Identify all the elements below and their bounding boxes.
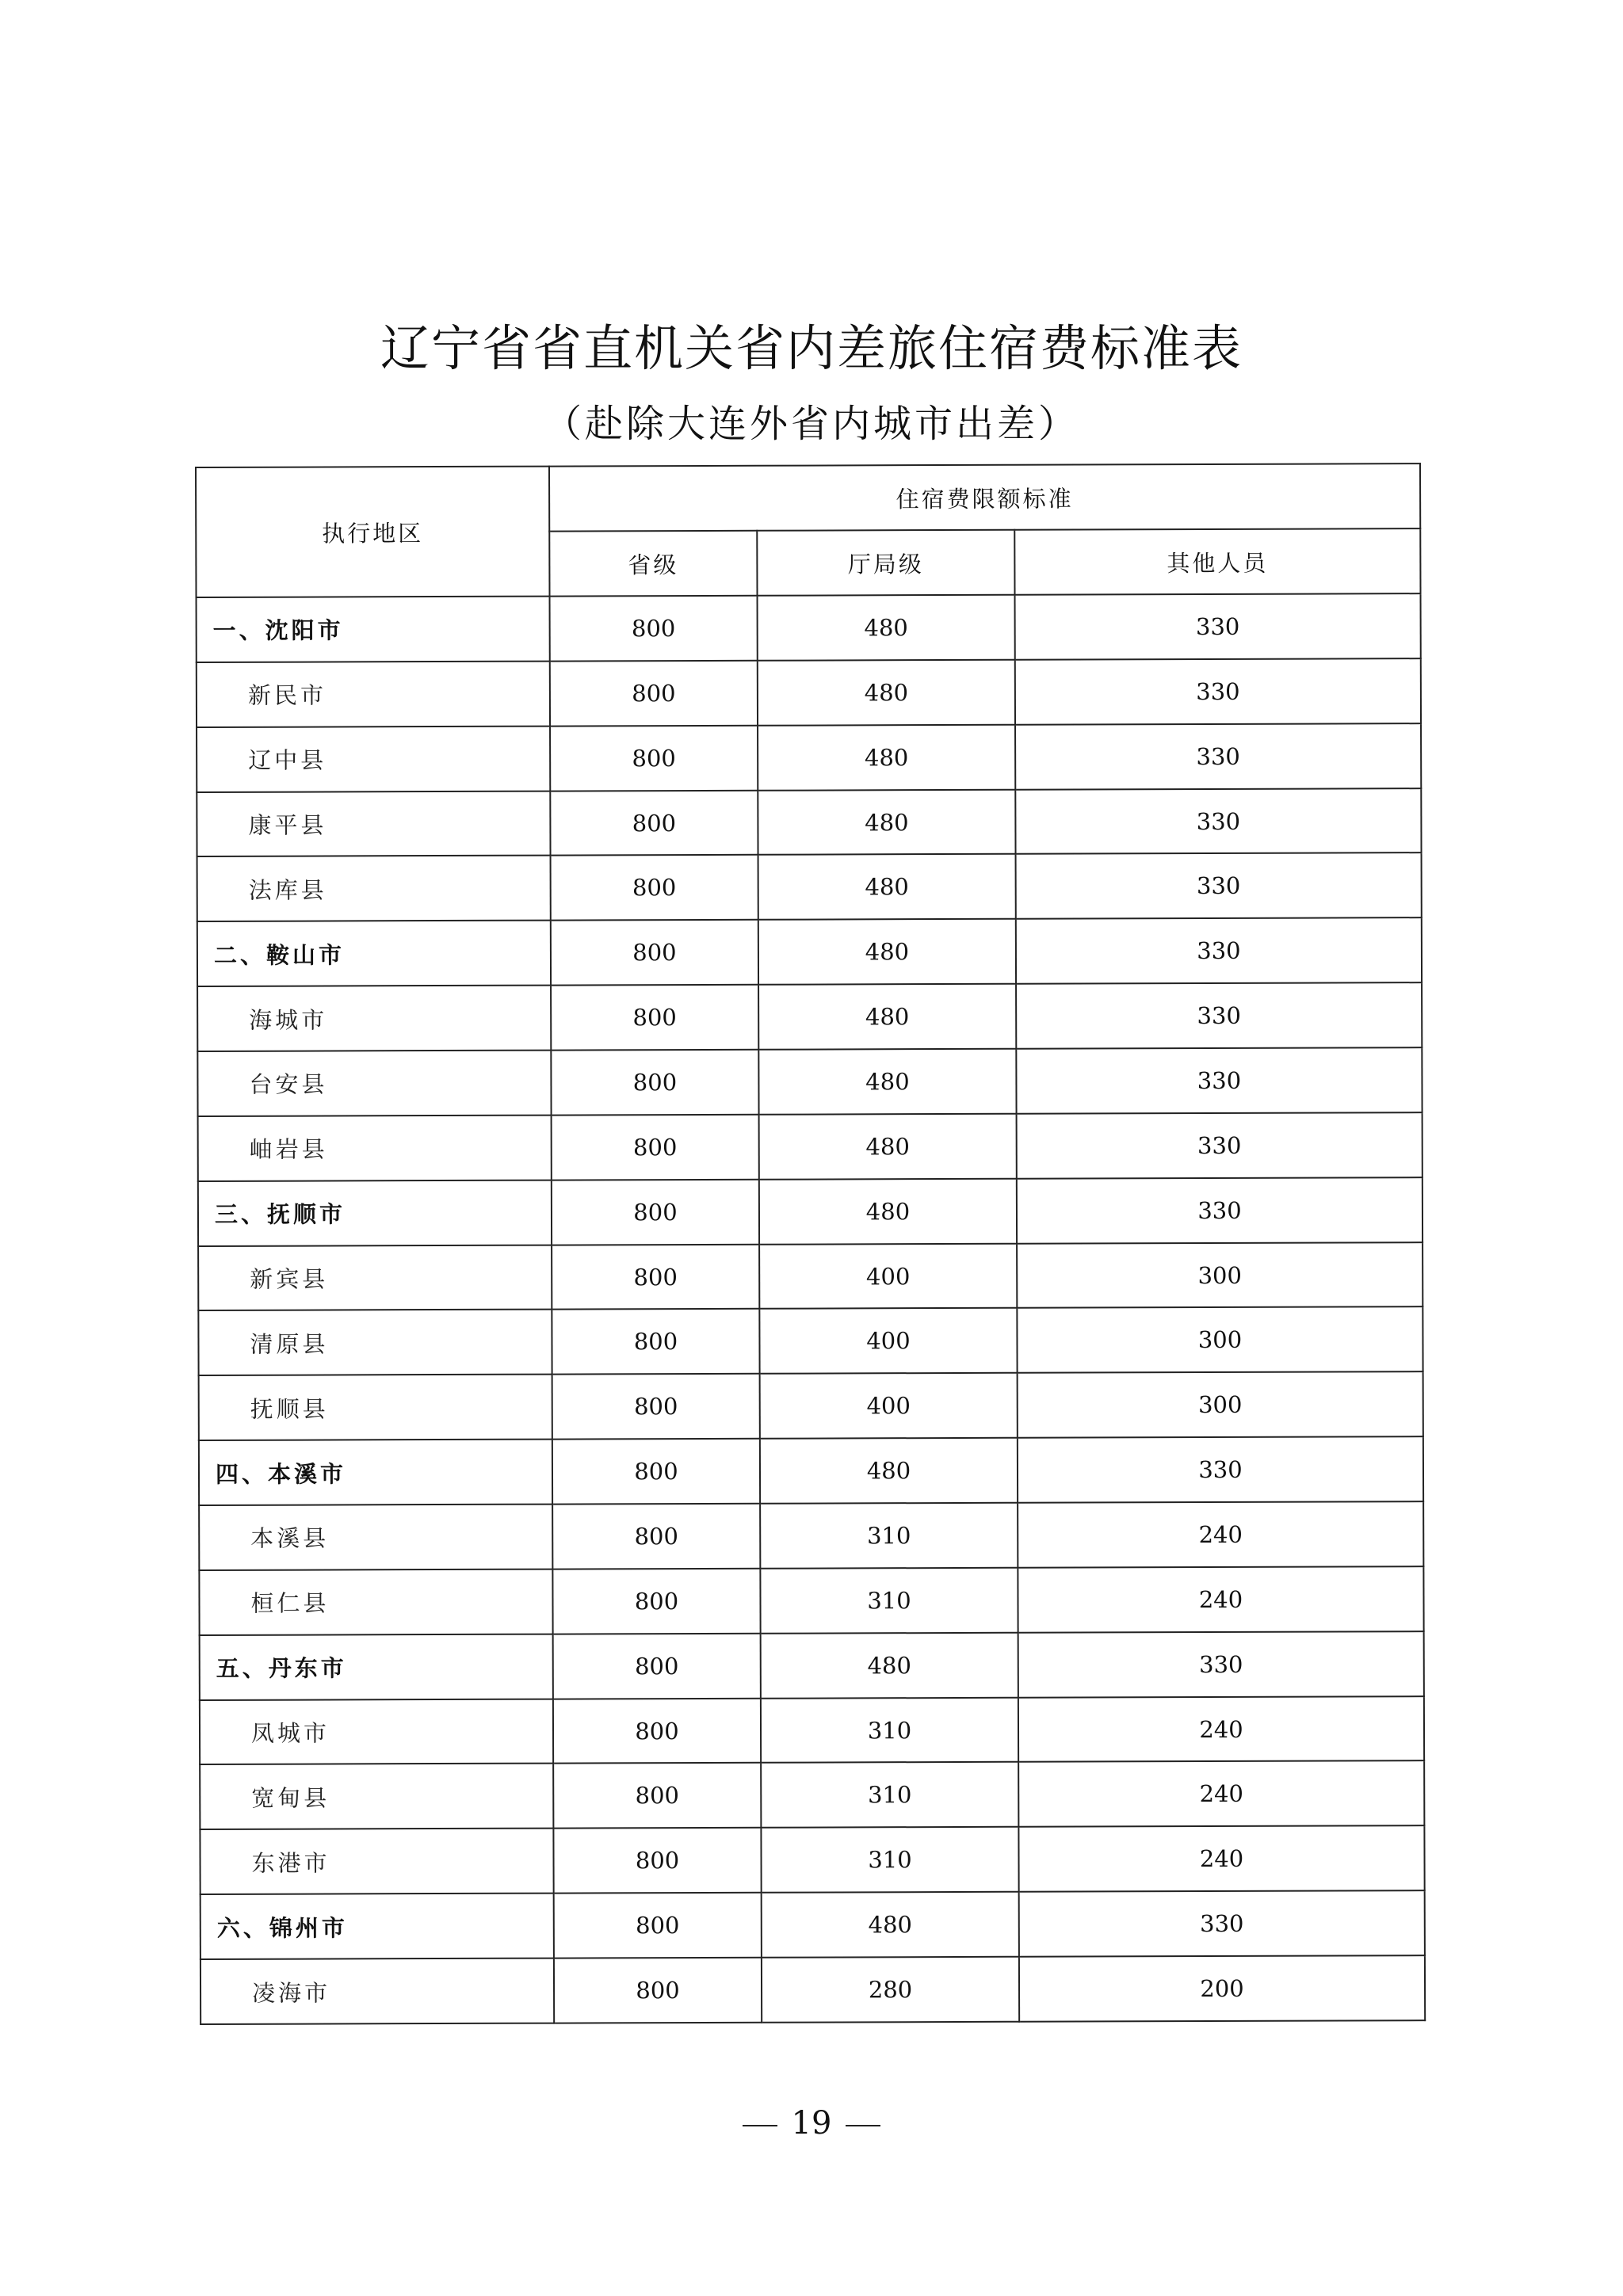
other-staff-value-cell: 240 <box>1018 1696 1424 1762</box>
other-staff-value-cell: 300 <box>1018 1371 1423 1437</box>
other-staff-value-cell: 330 <box>1015 658 1421 724</box>
footer-dash-left <box>743 2125 777 2126</box>
provincial-value-cell: 800 <box>554 1958 762 2023</box>
footer-dash-right <box>846 2125 880 2126</box>
region-city-cell: 三、抚顺市 <box>198 1180 552 1245</box>
region-county-cell: 新宾县 <box>198 1245 552 1310</box>
bureau-value-cell: 480 <box>758 1049 1016 1115</box>
region-county-cell: 凤城市 <box>200 1699 553 1764</box>
other-staff-value-cell: 330 <box>1015 788 1421 854</box>
region-county-cell: 法库县 <box>197 856 551 921</box>
table-row <box>197 917 1422 986</box>
provincial-value-cell: 800 <box>553 1634 761 1699</box>
region-county-cell: 宽甸县 <box>200 1764 553 1829</box>
bureau-value-cell: 480 <box>758 724 1015 790</box>
region-county-cell: 新民市 <box>197 661 550 727</box>
region-city-cell: 一、沈阳市 <box>197 597 550 662</box>
table-row <box>197 658 1421 727</box>
provincial-value-cell: 800 <box>552 1115 759 1180</box>
provincial-value-cell: 800 <box>552 1244 759 1310</box>
header-other-staff: 其他人员 <box>1014 528 1420 595</box>
provincial-value-cell: 800 <box>552 1439 760 1505</box>
other-staff-value-cell: 330 <box>1016 853 1422 919</box>
page-footer <box>0 2100 1623 2147</box>
region-county-cell: 台安县 <box>197 1051 551 1116</box>
table-row <box>197 593 1421 662</box>
bureau-value-cell: 480 <box>761 1632 1018 1698</box>
bureau-value-cell: 310 <box>761 1762 1018 1828</box>
bureau-value-cell: 310 <box>761 1827 1018 1893</box>
provincial-value-cell: 800 <box>551 1050 758 1116</box>
document-title: 辽宁省省直机关省内差旅住宿费标准表 <box>380 319 1243 377</box>
bureau-value-cell: 480 <box>758 919 1016 985</box>
table-row <box>197 982 1422 1051</box>
region-county-cell: 桓仁县 <box>199 1569 552 1634</box>
bureau-value-cell: 480 <box>758 595 1015 661</box>
bureau-value-cell: 480 <box>758 854 1016 920</box>
region-county-cell: 抚顺县 <box>199 1375 552 1440</box>
bureau-value-cell: 480 <box>758 984 1016 1050</box>
bureau-value-cell: 400 <box>759 1308 1017 1374</box>
table-row <box>200 1825 1424 1894</box>
table-row <box>198 1177 1423 1246</box>
bureau-value-cell: 310 <box>761 1697 1018 1763</box>
table-row <box>198 1307 1423 1376</box>
region-county-cell: 辽中县 <box>197 726 550 791</box>
provincial-value-cell: 800 <box>551 920 758 986</box>
table-body <box>197 593 1426 2024</box>
region-city-cell: 五、丹东市 <box>200 1634 553 1699</box>
provincial-value-cell: 800 <box>550 790 758 856</box>
other-staff-value-cell: 330 <box>1018 1436 1423 1502</box>
region-county-cell: 岫岩县 <box>198 1115 552 1180</box>
table-row <box>200 1631 1424 1700</box>
provincial-value-cell: 800 <box>552 1569 760 1634</box>
region-county-cell: 本溪县 <box>199 1505 552 1570</box>
other-staff-value-cell: 330 <box>1016 982 1422 1048</box>
bureau-value-cell: 480 <box>758 789 1015 855</box>
region-county-cell: 清原县 <box>198 1310 552 1375</box>
bureau-value-cell: 400 <box>759 1243 1017 1309</box>
table-row <box>199 1371 1423 1440</box>
provincial-value-cell: 800 <box>551 985 758 1051</box>
provincial-value-cell: 800 <box>553 1698 761 1764</box>
provincial-value-cell: 800 <box>552 1309 759 1375</box>
header-provincial: 省级 <box>549 531 757 597</box>
provincial-value-cell: 800 <box>550 596 758 662</box>
header-region: 执行地区 <box>196 467 550 597</box>
bureau-value-cell: 310 <box>760 1568 1018 1634</box>
table-row <box>199 1501 1423 1570</box>
table-row <box>198 1112 1423 1181</box>
provincial-value-cell: 800 <box>551 855 758 921</box>
header-bureau: 厅局级 <box>757 530 1014 596</box>
document-subtitle: （赴除大连外省内城市出差） <box>543 402 1079 446</box>
provincial-value-cell: 800 <box>552 1180 759 1245</box>
provincial-value-cell: 800 <box>550 661 758 727</box>
provincial-value-cell: 800 <box>552 1504 760 1569</box>
provincial-value-cell: 800 <box>553 1828 761 1894</box>
other-staff-value-cell: 330 <box>1017 1177 1423 1243</box>
region-city-cell: 六、锦州市 <box>200 1894 554 1959</box>
region-city-cell: 四、本溪市 <box>199 1440 552 1505</box>
other-staff-value-cell: 330 <box>1015 593 1421 659</box>
provincial-value-cell: 800 <box>554 1893 762 1958</box>
table-row <box>197 788 1421 857</box>
region-city-cell: 二、鞍山市 <box>197 921 551 986</box>
other-staff-value-cell: 240 <box>1018 1501 1423 1567</box>
table-row <box>200 1890 1425 1959</box>
other-staff-value-cell: 330 <box>1015 723 1421 789</box>
region-county-cell: 海城市 <box>197 986 551 1051</box>
other-staff-value-cell: 330 <box>1018 1631 1424 1697</box>
table-row <box>197 723 1421 792</box>
page-number: 19 <box>791 2105 832 2142</box>
region-county-cell: 凌海市 <box>200 1958 554 2024</box>
other-staff-value-cell: 300 <box>1017 1242 1423 1308</box>
other-staff-value-cell: 330 <box>1019 1890 1425 1956</box>
other-staff-value-cell: 240 <box>1018 1566 1423 1632</box>
table-row <box>198 1242 1423 1311</box>
bureau-value-cell: 480 <box>762 1892 1019 1958</box>
table-row <box>197 853 1422 922</box>
table-row <box>197 1047 1422 1116</box>
other-staff-value-cell: 330 <box>1017 1112 1423 1178</box>
bureau-value-cell: 480 <box>759 1178 1017 1244</box>
table-row <box>200 1696 1424 1765</box>
bureau-value-cell: 280 <box>762 1957 1019 2023</box>
provincial-value-cell: 800 <box>553 1763 761 1829</box>
table-row <box>199 1566 1423 1635</box>
table-row <box>200 1955 1425 2024</box>
other-staff-value-cell: 240 <box>1018 1825 1424 1891</box>
other-staff-value-cell: 200 <box>1019 1955 1425 2022</box>
bureau-value-cell: 480 <box>760 1438 1018 1504</box>
bureau-value-cell: 480 <box>758 660 1015 726</box>
lodging-standard-table <box>195 463 1426 2025</box>
region-county-cell: 康平县 <box>197 791 550 856</box>
other-staff-value-cell: 330 <box>1016 917 1422 983</box>
bureau-value-cell: 480 <box>759 1114 1017 1180</box>
provincial-value-cell: 800 <box>552 1374 760 1440</box>
bureau-value-cell: 310 <box>760 1503 1018 1569</box>
other-staff-value-cell: 330 <box>1016 1047 1422 1113</box>
other-staff-value-cell: 240 <box>1018 1761 1424 1827</box>
other-staff-value-cell: 300 <box>1017 1307 1423 1373</box>
table-row <box>200 1761 1424 1830</box>
bureau-value-cell: 400 <box>760 1373 1018 1439</box>
header-lodging-limit: 住宿费限额标准 <box>549 463 1420 531</box>
provincial-value-cell: 800 <box>550 725 758 791</box>
region-county-cell: 东港市 <box>200 1829 553 1894</box>
table-row <box>199 1436 1423 1505</box>
